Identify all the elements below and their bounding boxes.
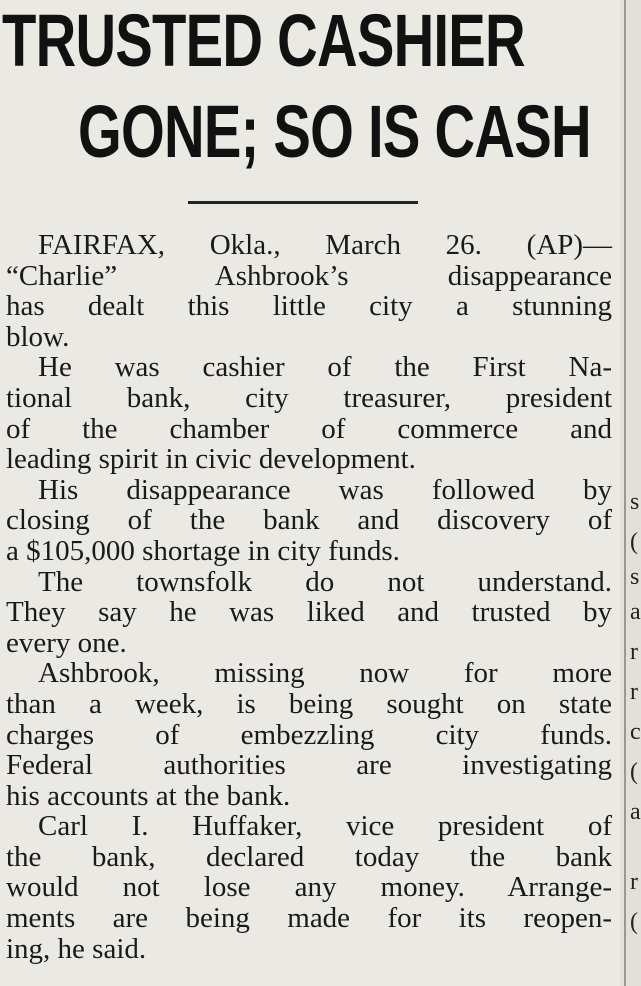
article-line: Federal authorities are investigating	[6, 749, 612, 782]
edge-fragment: r	[630, 639, 638, 665]
article-line: They say he was liked and trusted by	[6, 596, 612, 629]
edge-fragment: a	[630, 599, 641, 625]
article-line: He was cashier of the First Na-	[38, 351, 612, 384]
headline-divider	[188, 201, 418, 204]
edge-fragment: s	[630, 564, 640, 590]
edge-fragment: a	[630, 799, 641, 825]
article-line: charges of embezzling city funds.	[6, 718, 612, 751]
article-body	[6, 230, 612, 964]
edge-fragment: c	[630, 719, 641, 745]
edge-fragment: r	[630, 869, 638, 895]
article-line: Carl I. Huffaker, vice president of	[38, 810, 612, 843]
article-line: Ashbrook, missing now for more	[38, 657, 612, 690]
article-line: His disappearance was followed by	[38, 473, 612, 506]
edge-fragment: (	[630, 909, 638, 935]
edge-fragment: r	[630, 679, 638, 705]
article-line: leading spirit in civic development.	[6, 443, 416, 476]
article-line: a $105,000 shortage in city funds.	[6, 534, 400, 567]
article-line: would not lose any money. Arrange-	[6, 871, 612, 904]
edge-fragment: s	[630, 489, 640, 515]
article-line: than a week, is being sought on state	[6, 687, 612, 720]
edge-fragment: (	[630, 759, 638, 785]
column-rule	[624, 0, 626, 986]
article-line: the bank, declared today the bank	[6, 840, 612, 873]
article-line: The townsfolk do not understand.	[38, 565, 612, 598]
headline-line-2: GONE; SO IS CASH	[78, 90, 591, 173]
article-line: blow.	[6, 320, 70, 353]
article-line: ing, he said.	[6, 932, 147, 965]
article-line: ments are being made for its reopen-	[6, 902, 612, 935]
article-line: has dealt this little city a stunning	[6, 290, 612, 323]
article-line: his accounts at the bank.	[6, 779, 291, 812]
article-line: closing of the bank and discovery of	[6, 504, 612, 537]
headline-line-1: TRUSTED CASHIER	[2, 0, 525, 82]
article-line: of the chamber of commerce and	[6, 412, 612, 445]
article-line: every one.	[6, 626, 127, 659]
article-line: FAIRFAX, Okla., March 26. (AP)—	[38, 229, 612, 261]
article-line: tional bank, city treasurer, president	[6, 381, 612, 414]
article-line: “Charlie” Ashbrook’s disappearance	[6, 259, 612, 292]
edge-fragment: (	[630, 529, 638, 555]
